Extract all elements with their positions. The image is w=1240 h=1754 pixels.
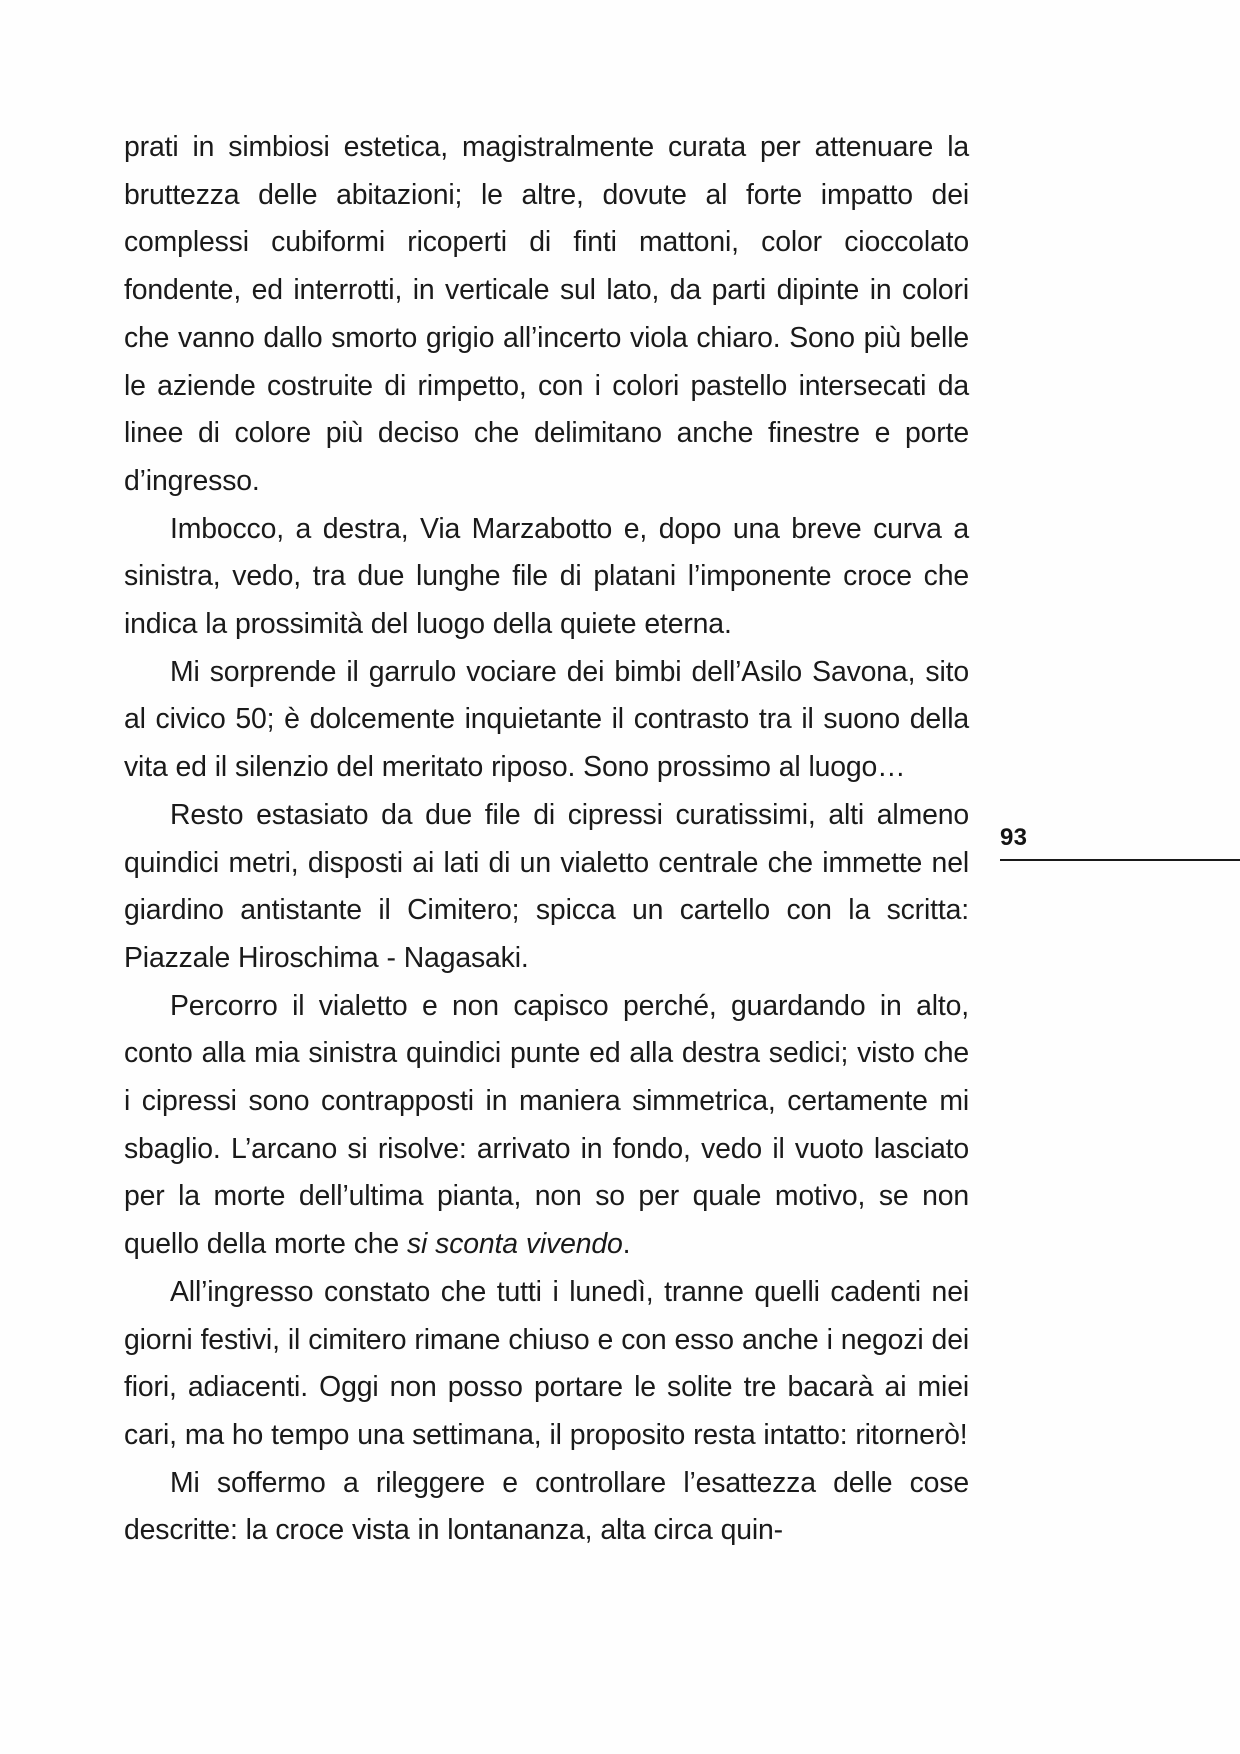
- paragraph-vialetto-run-1: Percorro il vialetto e non capisco perché, guardando in alto, conto alla mia sinistra quindici punte ed alla destra sedici; visto che i cipressi sono contrapposti in maniera simmetrica, certamente mi sbaglio. L’arcano si risolve: arrivato in fondo, vedo il vuoto lasciato per la morte dell’ultima pianta, non so per quale motivo, se non quello della morte che: [124, 989, 969, 1261]
- paragraph-vialetto: [124, 983, 969, 1269]
- paragraph-rileggere: Mi soffermo a rileggere e controllare l’esattezza delle cose descritte: la croce vista in lontananza, alta circa quin-: [124, 1466, 969, 1547]
- paragraph-cipressi: Resto estasiato da due file di cipressi curatissimi, alti almeno quindici metri, disposti ai lati di un vialetto centrale che immette nel giardino antistante il Cimitero; spicca un cartello con la scritta: Piazzale Hiroschima - Nagasaki.: [124, 798, 969, 974]
- folio-block: [998, 823, 1240, 853]
- paragraph-imbocco: Imbocco, a destra, Via Marzabotto e, dopo una breve curva a sinistra, vedo, tra due lunghe file di platani l’imponente croce che indica la prossimità del luogo della quiete eterna.: [124, 512, 969, 641]
- paragraph-vialetto-run-2: .: [622, 1228, 631, 1261]
- paragraph-prati-in-simbiosi: prati in simbiosi estetica, magistralmente curata per attenuare la bruttezza delle abitazioni; le altre, dovute al forte impatto dei complessi cubiformi ricoperti di finti mattoni, color cioccolato fondente, ed interrotti, in verticale sul lato, da parti dipinte in colori che vanno dallo smorto grigio all’incerto viola chiaro. Sono più belle le aziende costruite di rimpetto, con i colori pastello intersecati da linee di colore più deciso che delimitano anche finestre e porte d’ingresso.: [124, 131, 969, 497]
- paragraph-vialetto-italic-phrase: si sconta vivendo: [407, 1228, 623, 1261]
- paragraph-asilo-savona: Mi sorprende il garrulo vociare dei bimbi dell’Asilo Savona, sito al civico 50; è dolcemente inquietante il contrasto tra il suono della vita ed il silenzio del meritato riposo. Sono prossimo al luogo…: [124, 655, 969, 784]
- folio-rule: [1000, 859, 1240, 861]
- page-number: 93: [1000, 824, 1028, 851]
- paragraph-ingresso: All’ingresso constato che tutti i lunedì, tranne quelli cadenti nei giorni festivi, il cimitero rimane chiuso e con esso anche i negozi dei fiori, adiacenti. Oggi non posso portare le solite tre bacarà ai miei cari, ma ho tempo una settimana, il proposito resta intatto: ritornerò!: [124, 1275, 969, 1451]
- text-column: [124, 124, 969, 1555]
